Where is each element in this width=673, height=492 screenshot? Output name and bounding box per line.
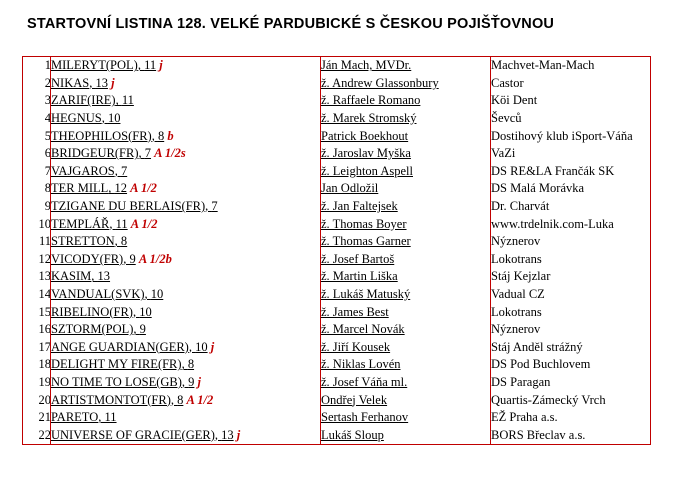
row-number: 3 [44,93,51,108]
horse-cell[interactable] [51,127,321,145]
horse-weight-separator: , [132,304,140,319]
jockey-name[interactable]: Jan Odložil [321,181,379,196]
horse-name[interactable]: TEMPLÁŘ [51,216,110,231]
horse-weight: 11 [115,216,128,231]
horse-cell[interactable] [51,57,321,75]
horse-weight-separator: , [170,392,178,407]
horse-name[interactable]: ANGE GUARDIAN(GER) [51,339,189,354]
table-row [23,145,651,163]
table-row [23,321,651,339]
column-divider [490,56,491,445]
horse-weight: 13 [97,269,111,284]
horse-weight-separator: , [138,146,145,161]
horse-mark: A 1/2 [130,216,158,231]
jockey-name[interactable]: Lukáš Sloup [321,427,384,442]
jockey-name[interactable]: Ondřej Velek [321,392,388,407]
horse-cell[interactable] [51,163,321,181]
table-row [23,426,651,444]
horse-weight: 8 [177,392,184,407]
owner-cell: Köi Dent [491,93,538,108]
owner-cell: Stáj Kejzlar [491,269,551,284]
horse-mark: A 1/2 [130,181,157,196]
owner-cell: Dostihový klub iSport-Váňa [491,128,633,143]
horse-weight: 8 [187,357,195,372]
jockey-name[interactable]: Ján Mach, MVDr. [321,58,412,73]
horse-name[interactable]: STRETTON [51,234,115,249]
horse-weight-separator: , [181,374,189,389]
row-number: 12 [38,251,51,266]
horse-weight-separator: , [151,128,158,143]
owner-cell: Ševců [491,111,522,126]
horse-cell[interactable] [51,75,321,93]
horse-name[interactable]: NO TIME TO LOSE(GB) [51,374,182,389]
horse-weight-separator: , [89,75,96,90]
jockey-cell[interactable] [321,268,491,286]
row-number: 13 [38,269,51,284]
horse-weight-separator: , [114,163,121,178]
jockey-cell[interactable] [321,75,491,93]
owner-cell: DS Pod Buchlovem [491,357,591,372]
row-number: 20 [38,392,51,407]
horse-weight: 7 [144,146,152,161]
table-row [23,268,651,286]
row-number: 17 [38,339,51,354]
horse-mark: b [167,128,174,143]
jockey-cell[interactable] [321,303,491,321]
horse-mark: A 1/2b [138,251,172,266]
jockey-name[interactable]: ž. Josef Váňa ml. [321,374,408,389]
table-row [23,356,651,374]
table-row [23,92,651,110]
horse-cell[interactable] [51,286,321,304]
horse-name[interactable]: ZARIF(IRE) [51,93,116,108]
horse-cell[interactable] [51,215,321,233]
table-row [23,215,651,233]
owner-cell: Quartis-Zámecký Vrch [491,392,606,407]
jockey-cell[interactable] [321,233,491,251]
row-number: 14 [38,287,51,302]
row-number: 4 [44,111,51,126]
horse-weight: 7 [211,199,218,214]
table-row [23,374,651,392]
owner-cell: Vadual CZ [491,287,545,302]
startlist-table [22,56,651,445]
row-number: 9 [44,199,51,214]
column-divider [320,56,321,445]
jockey-cell[interactable] [321,180,491,198]
jockey-name[interactable]: ž. Jan Faltejsek [321,199,398,214]
jockey-cell[interactable] [321,321,491,339]
row-number: 6 [44,146,51,161]
table-row [23,163,651,181]
jockey-name[interactable]: ž. Martin Liška [321,269,398,284]
row-number: 2 [44,75,51,90]
jockey-name[interactable]: ž. Marek Stromský [321,111,417,126]
owner-cell: Nýznerov [491,322,541,337]
horse-weight-separator: , [214,427,222,442]
horse-weight: 12 [114,181,128,196]
table-row [23,75,651,93]
horse-name[interactable]: PARETO [51,410,99,425]
horse-name[interactable]: SZTORM(POL) [51,322,134,337]
horse-name[interactable]: ARTISTMONTOT(FR) [51,392,171,407]
horse-name[interactable]: VICODY(FR) [51,251,124,266]
horse-weight-separator: , [91,269,98,284]
horse-weight: 8 [157,128,165,143]
horse-weight-separator: , [205,199,212,214]
owner-cell: VaZi [491,146,516,161]
table-row [23,127,651,145]
jockey-name[interactable]: ž. Thomas Boyer [321,216,407,231]
horse-name[interactable]: TER MILL [51,181,109,196]
table-row [23,233,651,251]
horse-cell[interactable] [51,268,321,286]
horse-name[interactable]: BRIDGEUR(FR) [51,146,139,161]
jockey-name[interactable]: ž. Niklas Lovén [321,357,401,372]
jockey-cell[interactable] [321,145,491,163]
jockey-cell[interactable] [321,57,491,75]
horse-weight: 10 [150,287,164,302]
horse-cell[interactable] [51,339,321,357]
horse-weight-separator: , [115,93,122,108]
jockey-cell[interactable] [321,374,491,392]
jockey-name[interactable]: ž. Marcel Novák [321,322,405,337]
page-title: STARTOVNÍ LISTINA 128. VELKÉ PARDUBICKÉ S ČESKOU POJIŠŤOVNOU [27,16,555,32]
jockey-name[interactable]: Patrick Boekhout [321,128,409,143]
table-row [23,57,651,75]
horse-weight-separator: , [137,58,145,73]
owner-cell: Castor [491,75,524,90]
horse-name[interactable]: MILERYT(POL) [51,58,138,73]
horse-cell[interactable] [51,251,321,269]
horse-mark: A 1/2 [186,392,214,407]
jockey-cell[interactable] [321,339,491,357]
row-number: 21 [38,410,51,425]
horse-cell[interactable] [51,321,321,339]
horse-weight: 7 [120,163,128,178]
jockey-cell[interactable] [321,215,491,233]
horse-cell[interactable] [51,92,321,110]
startlist-table-wrapper [22,56,651,445]
horse-name[interactable]: DELIGHT MY FIRE(FR) [51,357,182,372]
row-number: 19 [38,374,51,389]
horse-weight: 11 [104,410,117,425]
horse-weight: 10 [107,111,121,126]
horse-name[interactable]: HEGNUS [51,111,102,126]
horse-mark: j [159,58,163,73]
horse-cell[interactable] [51,303,321,321]
owner-cell: Lokotrans [491,304,542,319]
table-row [23,391,651,409]
horse-mark: j [197,374,202,389]
jockey-name[interactable]: ž. Raffaele Romano [321,93,421,108]
jockey-cell[interactable] [321,286,491,304]
row-number: 10 [38,216,51,231]
horse-weight-separator: , [123,251,130,266]
horse-weight-separator: , [101,111,108,126]
table-row [23,339,651,357]
horse-weight: 11 [121,93,134,108]
table-row [23,180,651,198]
owner-cell: Machvet-Man-Mach [491,58,595,73]
owner-cell: EŽ Praha a.s. [491,410,558,425]
row-number: 8 [44,181,51,196]
jockey-name[interactable]: ž. Jaroslav Myška [321,146,411,161]
jockey-cell[interactable] [321,198,491,216]
jockey-name[interactable]: ž. Leighton Aspell [321,163,413,178]
horse-weight: 11 [144,58,157,73]
owner-cell: Dr. Charvát [491,199,550,214]
row-number: 15 [38,304,51,319]
column-divider [50,56,51,445]
jockey-cell[interactable] [321,163,491,181]
horse-weight: 9 [188,374,195,389]
row-number: 11 [38,234,51,249]
row-number: 22 [38,427,51,442]
jockey-name[interactable]: ž. Thomas Garner [321,234,411,249]
horse-cell[interactable] [51,233,321,251]
horse-cell[interactable] [51,110,321,128]
horse-mark: A 1/2s [154,146,186,161]
horse-cell[interactable] [51,145,321,163]
horse-name[interactable]: RIBELINO(FR) [51,304,133,319]
horse-name[interactable]: THEOPHILOS(FR) [51,128,152,143]
horse-cell[interactable] [51,180,321,198]
jockey-cell[interactable] [321,127,491,145]
jockey-cell[interactable] [321,356,491,374]
jockey-cell[interactable] [321,391,491,409]
horse-cell[interactable] [51,409,321,427]
row-number: 16 [38,322,51,337]
table-row [23,409,651,427]
horse-name[interactable]: TZIGANE DU BERLAIS(FR) [51,199,206,214]
owner-cell: DS Malá Morávka [491,181,585,196]
horse-cell[interactable] [51,374,321,392]
horse-weight-separator: , [109,216,116,231]
horse-name[interactable]: UNIVERSE OF GRACIE(GER) [51,427,215,442]
jockey-name[interactable]: ž. Lukáš Matuský [321,287,411,302]
horse-weight: 9 [129,251,136,266]
horse-weight: 10 [139,304,152,319]
horse-name[interactable]: NIKAS [51,75,90,90]
row-number: 18 [38,357,51,372]
jockey-name[interactable]: ž. Josef Bartoš [321,251,395,266]
horse-weight-separator: , [181,357,188,372]
horse-weight-separator: , [144,287,151,302]
table-row [23,198,651,216]
table-row [23,303,651,321]
horse-weight: 13 [221,427,234,442]
row-number: 7 [44,163,51,178]
owner-cell: DS RE&LA Frančák SK [491,163,615,178]
horse-weight-separator: , [133,322,140,337]
horse-weight: 13 [95,75,108,90]
owner-cell: Lokotrans [491,251,542,266]
row-number: 1 [44,58,51,73]
owner-cell: Nýznerov [491,234,541,249]
row-number: 5 [44,128,51,143]
horse-weight-separator: , [188,339,196,354]
horse-mark: j [111,75,115,90]
jockey-cell[interactable] [321,92,491,110]
horse-weight: 10 [195,339,208,354]
horse-weight-separator: , [108,181,115,196]
jockey-cell[interactable] [321,251,491,269]
horse-cell[interactable] [51,356,321,374]
horse-cell[interactable] [51,426,321,444]
jockey-cell[interactable] [321,110,491,128]
table-row [23,251,651,269]
horse-weight-separator: , [114,234,121,249]
owner-cell: DS Paragan [491,374,551,389]
horse-mark: j [210,339,215,354]
horse-weight: 8 [120,234,128,249]
horse-cell[interactable] [51,391,321,409]
jockey-name[interactable]: ž. James Best [321,304,389,319]
jockey-cell[interactable] [321,426,491,444]
owner-cell: www.trdelnik.com-Luka [491,216,614,231]
horse-weight-separator: , [98,410,105,425]
owner-cell: Stáj Anděl strážný [491,339,583,354]
jockey-name[interactable]: Sertash Ferhanov [321,410,409,425]
jockey-name[interactable]: ž. Jiří Kousek [321,339,391,354]
owner-cell: BORS Břeclav a.s. [491,427,586,442]
horse-weight: 9 [139,322,146,337]
jockey-cell[interactable] [321,409,491,427]
horse-name[interactable]: VANDUAL(SVK) [51,287,145,302]
jockey-name[interactable]: ž. Andrew Glassonbury [321,75,439,90]
horse-cell[interactable] [51,198,321,216]
table-row [23,110,651,128]
table-row [23,286,651,304]
horse-name[interactable]: VAJGAROS [51,163,115,178]
horse-mark: j [236,427,241,442]
horse-name[interactable]: KASIM [51,269,92,284]
